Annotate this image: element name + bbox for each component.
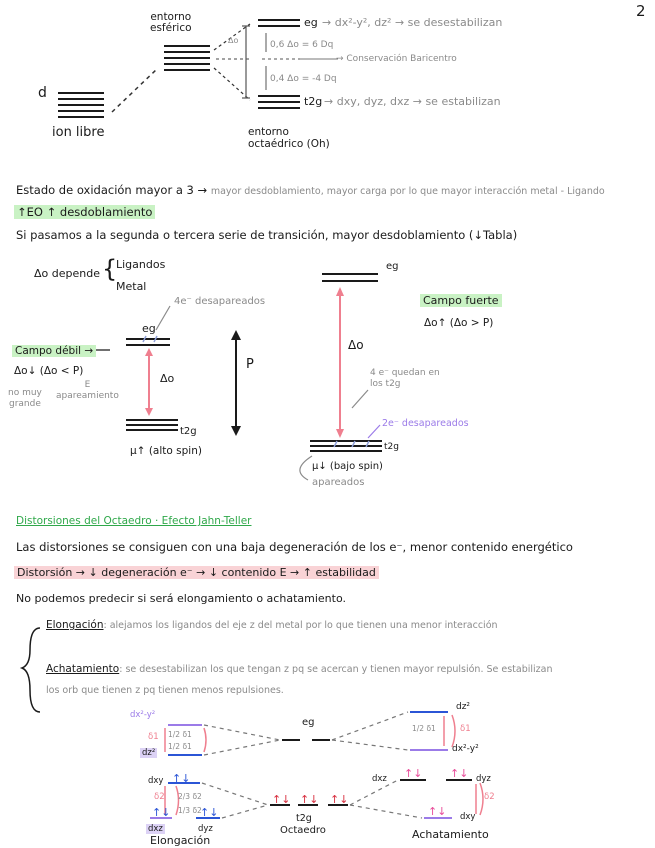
oxidation-line-gray: mayor desdoblamiento, mayor carga por lo que mayor interacción metal - Ligando <box>210 186 605 197</box>
campo-debil: Campo débil → <box>12 344 96 358</box>
depende-brace: { <box>102 255 118 283</box>
achatamiento-text2: los orb que tienen z pq tienen menos repulsiones. <box>46 685 284 696</box>
achat-dyz-electrons: ↑↓ <box>450 767 469 780</box>
left-t2g-label: t2g <box>180 426 197 437</box>
half-d1-top: 1/2 δ1 <box>168 730 192 739</box>
eg-label: eg <box>304 16 318 29</box>
oxidation-line-dark: Estado de oxidación mayor a 3 → <box>16 183 208 197</box>
two3-d2: 2/3 δ2 <box>178 792 202 801</box>
predecir-line: No podemos predecir si será elongamiento o achatamiento. <box>16 592 346 605</box>
distorsion-line: Distorsión → ↓ degeneración e⁻ → ↓ contenido E → ↑ estabilidad <box>14 566 379 580</box>
achatamiento-label: Achatamiento <box>46 663 120 675</box>
half-d1-bot: 1/2 δ1 <box>168 742 192 751</box>
dxy-left: dxy <box>148 776 164 786</box>
distorsiones-line: Las distorsiones se consiguen con una baja degeneración de los e⁻, menor contenido energético <box>16 540 573 554</box>
delta-o-label: Δo <box>228 36 239 45</box>
half-d1-right: 1/2 δ1 <box>412 724 436 733</box>
apareamiento: E apareamiento <box>56 380 119 401</box>
p-label: P <box>246 357 254 372</box>
ion-libre-label: ion libre <box>52 125 105 140</box>
right-t2g-levels <box>310 441 382 451</box>
elong-dxz-electrons: ↑↓ <box>152 806 171 819</box>
eo-highlight: ↑EO ↑ desdoblamiento <box>14 205 155 219</box>
delta1-right: δ1 <box>460 724 471 734</box>
right-eg-label: eg <box>386 261 399 272</box>
dashed-connector <box>112 68 158 112</box>
mu-bajo: μ↓ (bajo spin) <box>312 461 383 472</box>
brace <box>22 628 40 712</box>
eo-line <box>14 205 155 219</box>
achatamiento-line <box>46 662 553 677</box>
entorno-octaedrico-label: entorno octaédrico (Oh) <box>248 126 330 150</box>
dxz-right: dxz <box>372 774 387 784</box>
do-depende: Δo depende <box>34 267 100 280</box>
mu-alto: μ↑ (alto spin) <box>130 445 202 457</box>
delta2-right: δ2 <box>484 792 495 802</box>
right-t2g-label: t2g <box>384 442 399 452</box>
apareados: apareados <box>312 477 365 488</box>
section-title: Distorsiones del Octaedro · Efecto Jahn-Teller <box>16 515 252 527</box>
achatamiento-text1: : se desestabilizan los que tengan z pq se acercan y tienen mayor repulsión. Se estabilizan <box>119 664 553 675</box>
dxy-right: dxy <box>460 812 476 822</box>
left-delta-label: Δo <box>160 372 175 385</box>
t2g-orbitals: → dxy, dyz, dxz → se estabilizan <box>324 95 501 108</box>
no-muy-grande: no muy grande <box>8 388 42 409</box>
left-t2g-levels <box>126 420 178 430</box>
dxz-left: dxz <box>148 824 163 834</box>
eg-orbitals: → dx²-y², dz² → se desestabilizan <box>322 16 503 29</box>
achat-dxz-electrons: ↑↓ <box>404 767 423 780</box>
two-e-desapareados: 2e⁻ desapareados <box>382 418 469 429</box>
achat-dxy-electrons: ↑↓ <box>428 805 447 818</box>
free-ion-levels <box>58 93 104 117</box>
right-delta-label: Δo <box>348 338 364 352</box>
elongacion-label: Elongación <box>46 619 104 631</box>
d-label: d <box>38 85 47 101</box>
left-eg-label: eg <box>142 322 156 335</box>
dz2-left: dz² <box>142 748 156 758</box>
ligandos-label: Ligandos <box>116 258 166 271</box>
one3-d2: 1/3 δ2 <box>178 806 202 815</box>
dx2y2-right: dx²-y² <box>452 744 479 754</box>
dyz-right: dyz <box>476 774 491 784</box>
oct-e2: ↑↓ <box>300 793 319 806</box>
elong-dxy-electrons: ↑↓ <box>172 772 191 785</box>
delta1-left: δ1 <box>148 732 159 742</box>
serie-line: Si pasamos a la segunda o tercera serie de transición, mayor desdoblamiento (↓Tabla) <box>16 228 518 242</box>
delta-big: Δo↑ (Δo > P) <box>424 317 494 329</box>
achatamiento-diagram-label: Achatamiento <box>412 828 489 841</box>
right-eg-levels <box>322 274 378 281</box>
elongacion-line <box>46 618 498 633</box>
elongacion-diagram-label: Elongación <box>150 834 211 847</box>
delta2-left: δ2 <box>154 792 165 802</box>
t2g-center-label: t2g <box>296 813 312 824</box>
elongacion-text: : alejamos los ligandos del eje z del metal por lo que tienen una menor interacción <box>103 620 498 631</box>
campo-fuerte: Campo fuerte <box>420 294 502 308</box>
octaedro-label: Octaedro <box>280 825 326 836</box>
dz2-right: dz² <box>456 702 471 712</box>
t2g-label: t2g <box>304 95 323 108</box>
dyz-left: dyz <box>198 824 213 834</box>
metal-label: Metal <box>116 280 147 293</box>
four-e-desapareados: 4e⁻ desapareados <box>174 296 266 307</box>
elong-dyz-electrons: ↑↓ <box>200 806 219 819</box>
plus-06-label: 0,6 Δo = 6 Dq <box>270 40 334 50</box>
oxidation-line <box>16 183 605 199</box>
delta-small: Δo↓ (Δo < P) <box>14 365 84 377</box>
baricentro-label: → Conservación Baricentro <box>336 54 457 64</box>
eg-levels <box>258 20 300 26</box>
minus-04-label: 0,4 Δo = -4 Dq <box>270 74 337 84</box>
four-quedan: 4 e⁻ quedan en los t2g <box>370 368 440 389</box>
entorno-esferico-label: entorno esférico <box>150 11 192 34</box>
page-number: 2 <box>636 2 646 20</box>
oct-e1: ↑↓ <box>272 793 291 806</box>
oct-e3: ↑↓ <box>330 793 349 806</box>
eg-center-label: eg <box>302 717 315 728</box>
spherical-levels <box>164 46 210 70</box>
dx2y2-left: dx²-y² <box>130 710 156 720</box>
t2g-levels <box>258 96 300 108</box>
left-eg-levels <box>126 339 170 345</box>
